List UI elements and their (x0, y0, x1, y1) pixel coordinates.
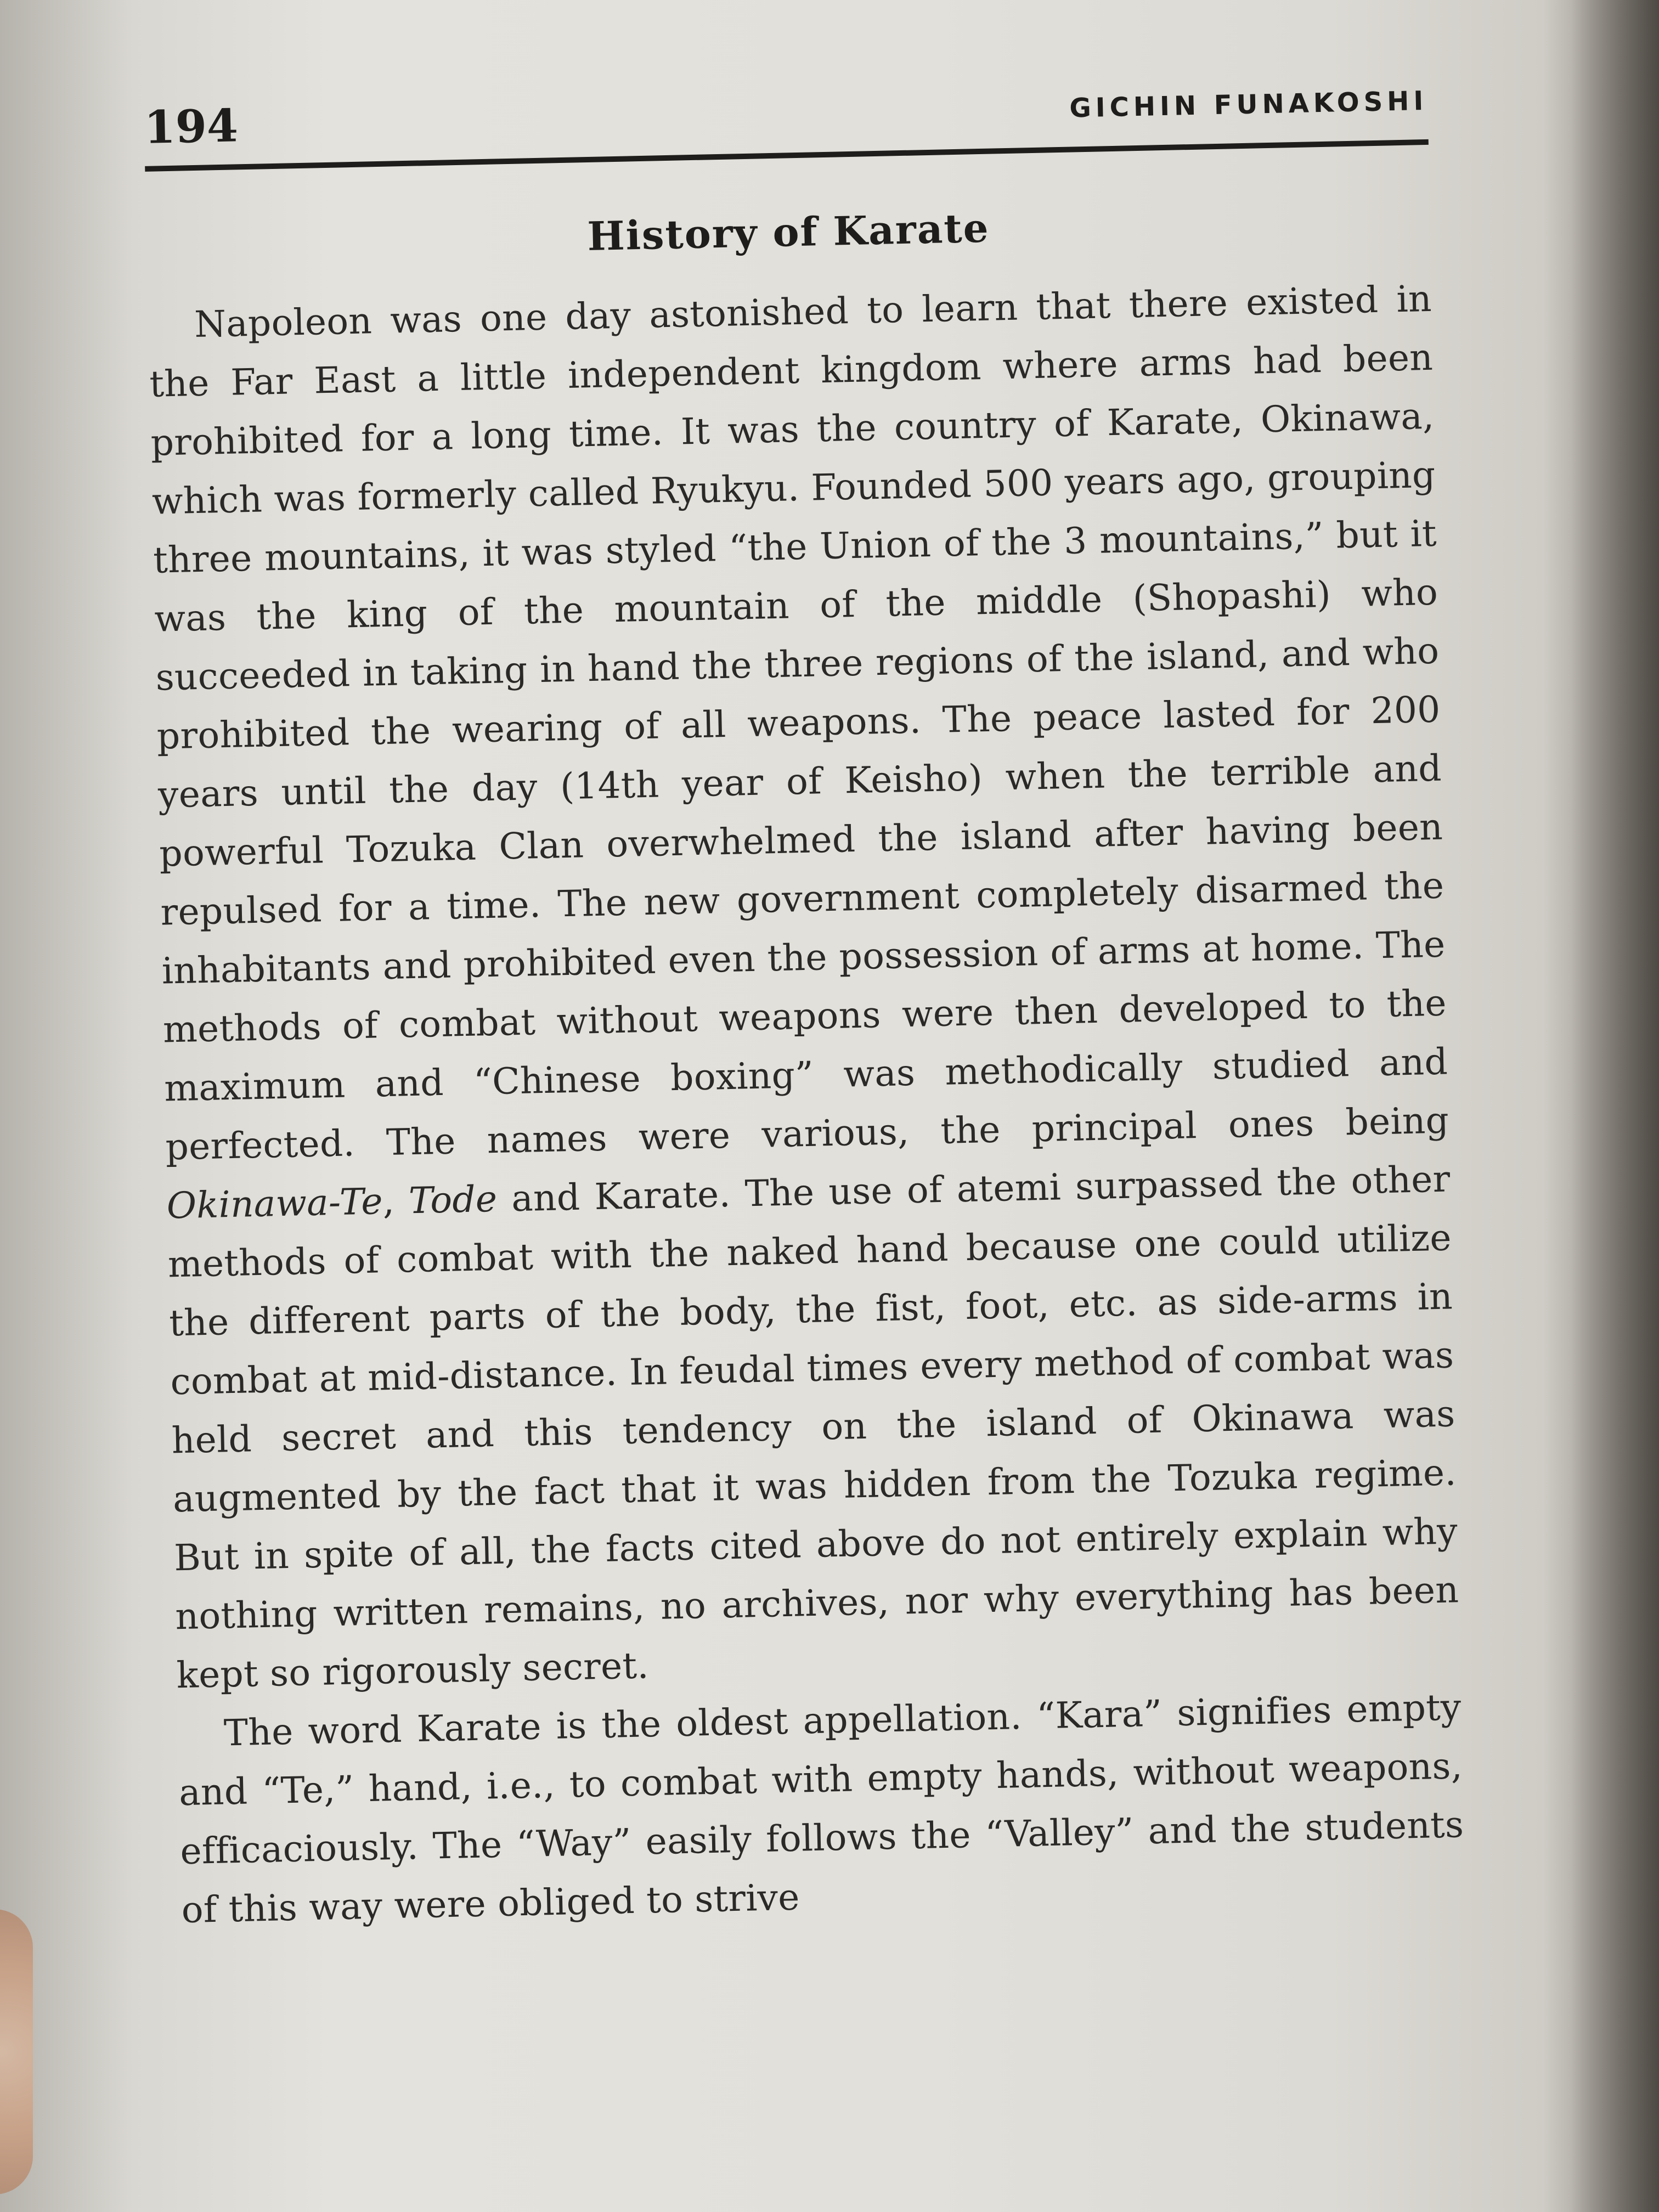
paragraph-1 (148, 269, 1460, 1705)
paragraph-1-italic-tode: Tode (408, 1177, 498, 1222)
header-rule (145, 139, 1429, 172)
running-head: GICHIN FUNAKOSHI (1069, 85, 1428, 124)
book-spine-shadow (1571, 0, 1659, 2212)
paragraph-1-text-1: Napoleon was one day astonished to learn that there existed in the Far East a little independent kingdom where arms had been prohibited for a long time. It was the country of Karate, Okinawa, which was formerly called Ryukyu. Founded 500 years ago, grouping three mountains, it was styled “the Union of the 3 mountains,” but it was the king of the mountain of the middle (Shopashi) who succeeded in taking in hand the three regions of the island, and who prohibited the wearing of all weapons. The peace lasted for 200 years until the day (14th year of Keisho) when the terrible and powerful Tozuka Clan overwhelmed the island after having been repulsed for a time. The new government completely disarmed the inhabitants and prohibited even the possession of arms at home. The methods of combat without weapons were then developed to the maximum and “Chinese boxing” was methodically studied and perfected. The names were various, the principal ones being (149, 277, 1449, 1169)
chapter-title: History of Karate (586, 204, 990, 260)
paragraph-2: The word Karate is the oldest appellation. “Kara” signifies empty and “Te,” hand, i.e., to combat with empty hands, without weapons, efficaciously. The “Way” easily follows the “Valley” and the students of this way were obliged to strive (178, 1686, 1464, 1932)
page-header (144, 69, 1429, 184)
book-page (144, 69, 1470, 2125)
paragraph-1-text-3: and Karate. The use of atemi surpassed the other methods of combat with the naked hand because one could utilize the different parts of the body, the fist, foot, etc. as side-arms in combat at mid-distance. In feudal times every method of combat was held secret and this tendency on the island of Okinawa was augmented by the fact that it was hidden from the Tozuka regime. But in spite of all, the facts cited above do not entirely explain why nothing written remains, no archives, nor why everything has been kept so rigorously secret. (167, 1158, 1459, 1697)
paragraph-1-italic-okinawa-te: Okinawa-Te (166, 1180, 383, 1227)
finger-edge (0, 1909, 33, 2194)
page-number: 194 (143, 99, 239, 154)
paragraph-1-text-2: , (382, 1180, 409, 1223)
